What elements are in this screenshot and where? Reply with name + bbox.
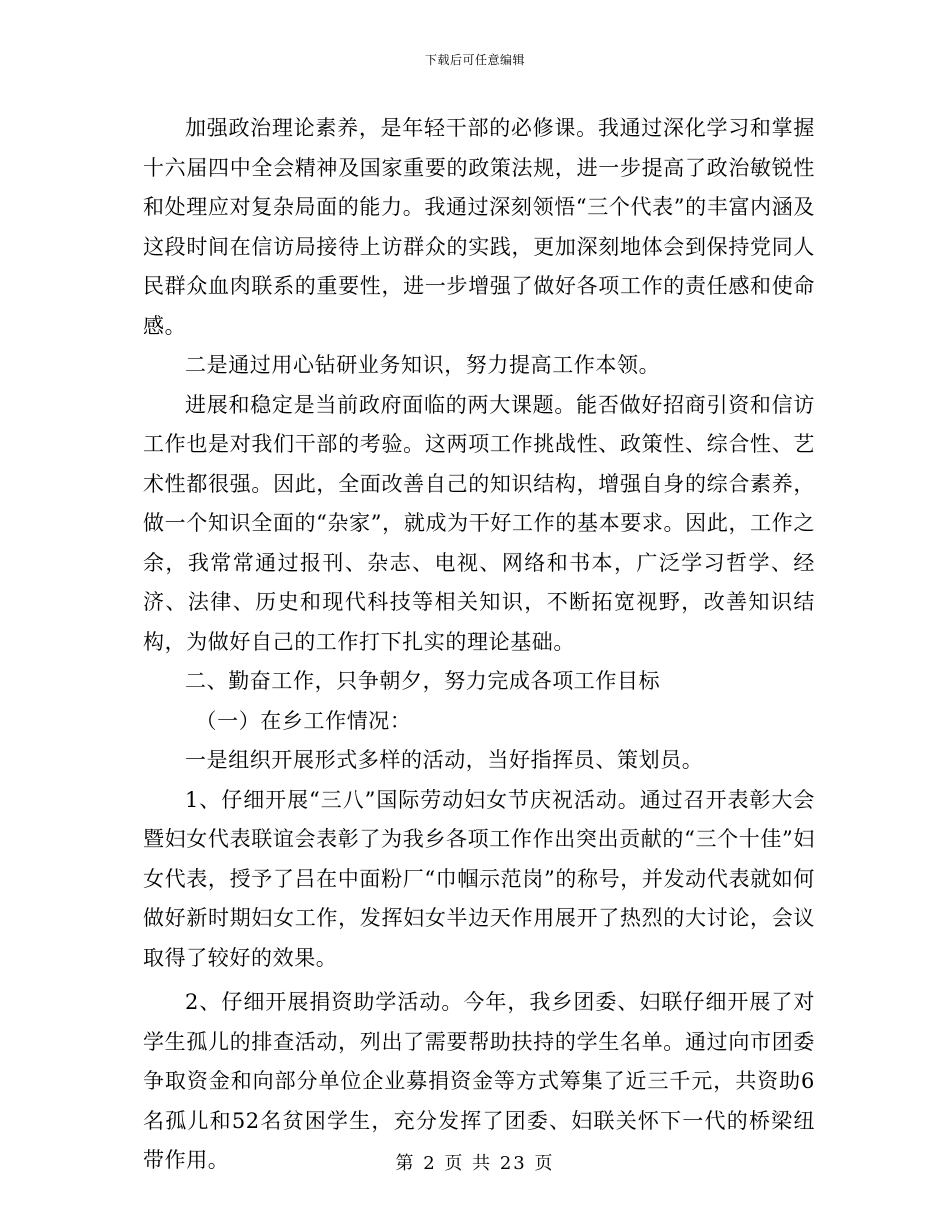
paragraph-business-knowledge-heading: 二是通过用心钻研业务知识，努力提高工作本领。 (185, 353, 661, 377)
paragraph-political-study: 加强政治理论素养，是年轻干部的必修课。我通过深化学习和掌握十六届四中全会精神及国家重要的政策法规，进一步提高了政治敏锐性和处理应对复杂局面的能力。我通过深刻领悟“三个代表”的丰富内涵及这段时间在信访局接待上访群众的实践，更加深刻地体会到保持党同人民群众血肉联系的重要性，进一步增强了做好各项工作的责任感和使命感。 (143, 116, 815, 338)
section-heading-work-goals: 二、勤奋工作，只争朝夕，努力完成各项工作目标 (185, 669, 661, 693)
paragraph-womens-day-activity: 1、仔细开展“三八”国际劳动妇女节庆祝活动。通过召开表彰大会暨妇女代表联谊会表彰了为我乡各项工作作出突出贡献的“三个十佳”妇女代表，授予了吕在中面粉厂“巾帼示范岗”的称号，并发动代表就如何做好新时期妇女工作，发挥妇女半边天作用展开了热烈的大讨论，会议取得了较好的效果。 (143, 787, 815, 970)
paragraph-activities-heading: 一是组织开展形式多样的活动，当好指挥员、策划员。 (185, 748, 704, 772)
paragraph-knowledge-structure: 进展和稳定是当前政府面临的两大课题。能否做好招商引资和信访工作也是对我们干部的考验。这两项工作挑战性、政策性、综合性、艺术性都很强。因此，全面改善自己的知识结构，增强自身的综合素养，做一个知识全面的“杂家”，就成为干好工作的基本要求。因此，工作之余，我常常通过报刊、杂志、电视、网络和书本，广泛学习哲学、经济、法律、历史和现代科技等相关知识，不断拓宽视野，改善知识结构，为做好自己的工作打下扎实的理论基础。 (143, 392, 815, 654)
document-body (143, 109, 815, 1181)
paragraph-student-aid-activity: 2、仔细开展捐资助学活动。今年，我乡团委、妇联仔细开展了对学生孤儿的排查活动，列出了需要帮助扶持的学生名单。通过向市团委争取资金和向部分单位企业募捐资金等方式筹集了近三千元，共资助6名孤儿和52名贫困学生，充分发挥了团委、妇联关怀下一代的桥梁纽带作用。 (143, 990, 815, 1172)
page-header: 下载后可任意编辑 (424, 53, 525, 67)
subsection-heading-township-work: （一）在乡工作情况： (195, 708, 412, 733)
page-number-footer: 第 2 页 共 23 页 (395, 1153, 555, 1174)
